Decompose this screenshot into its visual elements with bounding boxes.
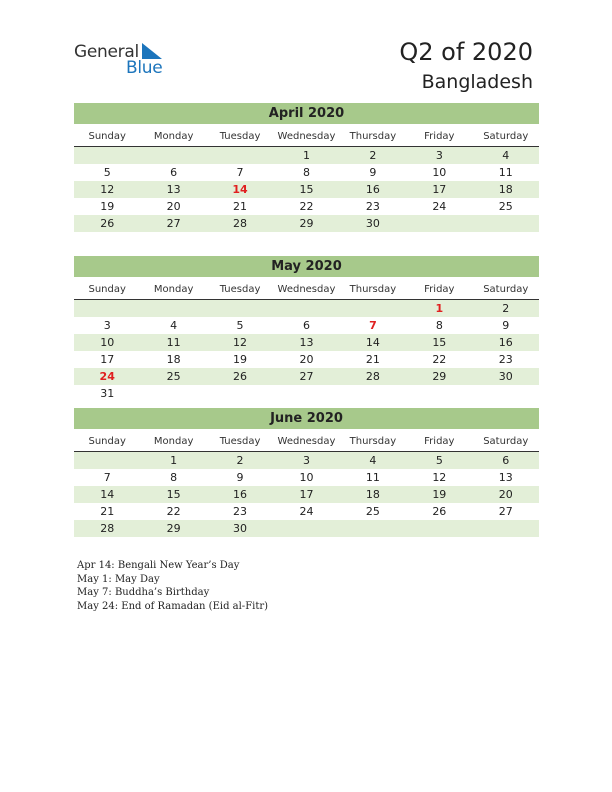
- day-cell: 23: [365, 200, 380, 213]
- week-row: [74, 503, 539, 520]
- day-cell: 29: [166, 522, 181, 535]
- week-row: [74, 469, 539, 486]
- day-cell: 24: [432, 200, 447, 213]
- day-cell: 28: [100, 522, 115, 535]
- day-cell: 3: [103, 319, 111, 332]
- day-cell: [340, 385, 406, 402]
- week-row: [74, 198, 539, 215]
- day-cell: 1: [435, 302, 444, 315]
- day-cell: 29: [432, 370, 447, 383]
- weekday-label: Saturday: [483, 284, 529, 295]
- day-cell: 12: [233, 336, 248, 349]
- day-cell: 4: [502, 149, 510, 162]
- weekday-label: Thursday: [349, 284, 397, 295]
- weekday-label: Saturday: [483, 436, 529, 447]
- month-april: [74, 103, 539, 232]
- weekday-label: Friday: [424, 284, 455, 295]
- day-cell: 27: [299, 370, 314, 383]
- holiday-note: May 24: End of Ramadan (Eid al-Fitr): [77, 600, 269, 612]
- day-cell: 9: [236, 471, 244, 484]
- weekday-label: Sunday: [88, 436, 126, 447]
- day-cell: [406, 520, 472, 537]
- day-cell: 26: [100, 217, 115, 230]
- logo-word-general: General: [74, 42, 139, 62]
- holiday-note: May 7: Buddha’s Birthday: [77, 587, 210, 598]
- day-cell: 19: [432, 488, 447, 501]
- day-cell: 7: [369, 319, 377, 332]
- weekday-header-row: [74, 127, 539, 147]
- day-cell: 2: [502, 302, 510, 315]
- month-title: May 2020: [74, 256, 539, 277]
- day-cell: 9: [369, 166, 377, 179]
- page-title: Q2 of 2020: [399, 38, 533, 66]
- day-cell: 18: [365, 488, 380, 501]
- day-cell: 28: [233, 217, 248, 230]
- day-cell: 12: [100, 183, 115, 196]
- weekday-label: Sunday: [88, 284, 126, 295]
- weekday-label: Monday: [153, 284, 194, 295]
- day-cell: 11: [166, 336, 181, 349]
- weekday-label: Sunday: [88, 131, 126, 142]
- day-cell: 1: [170, 454, 178, 467]
- day-cell: [473, 215, 539, 232]
- holiday-notes: [77, 559, 268, 613]
- day-cell: 10: [432, 166, 447, 179]
- day-cell: 19: [233, 353, 248, 366]
- day-cell: 13: [299, 336, 314, 349]
- day-cell: 12: [432, 471, 447, 484]
- day-cell: [273, 385, 339, 402]
- day-cell: 7: [103, 471, 111, 484]
- week-row: [74, 164, 539, 181]
- day-cell: 2: [369, 149, 377, 162]
- day-cell: 24: [99, 370, 115, 383]
- day-cell: [406, 385, 472, 402]
- day-cell: 20: [166, 200, 181, 213]
- day-cell: [340, 520, 406, 537]
- day-cell: 9: [502, 319, 510, 332]
- day-cell: [207, 147, 273, 164]
- day-cell: 11: [498, 166, 513, 179]
- week-row: [74, 368, 539, 385]
- day-cell: [340, 300, 406, 317]
- day-cell: 10: [100, 336, 115, 349]
- day-cell: 3: [302, 454, 310, 467]
- weekday-label: Monday: [153, 131, 194, 142]
- day-cell: 22: [166, 505, 181, 518]
- month-title: June 2020: [74, 408, 539, 429]
- day-cell: 26: [233, 370, 248, 383]
- day-cell: 28: [365, 370, 380, 383]
- week-row: [74, 215, 539, 232]
- holiday-note: May 1: May Day: [77, 573, 160, 585]
- day-cell: 21: [365, 353, 380, 366]
- month-may: [74, 256, 539, 402]
- generalblue-logo: [74, 42, 184, 82]
- day-cell: 20: [299, 353, 314, 366]
- day-cell: 18: [498, 183, 513, 196]
- day-cell: 5: [435, 454, 443, 467]
- week-row: [74, 452, 539, 469]
- day-cell: 22: [299, 200, 314, 213]
- day-cell: 13: [166, 183, 181, 196]
- day-cell: 7: [236, 166, 244, 179]
- logo-word-blue: Blue: [126, 58, 163, 78]
- day-cell: [207, 385, 273, 402]
- logo-triangle-icon: [142, 43, 162, 59]
- day-cell: 5: [103, 166, 111, 179]
- day-cell: 25: [498, 200, 513, 213]
- week-row: [74, 334, 539, 351]
- weekday-label: Monday: [153, 436, 194, 447]
- day-cell: 6: [170, 166, 178, 179]
- day-cell: 5: [236, 319, 244, 332]
- day-cell: [140, 300, 206, 317]
- country-name: Bangladesh: [421, 71, 533, 93]
- day-cell: 13: [498, 471, 513, 484]
- weekday-label: Thursday: [349, 436, 397, 447]
- week-row: [74, 351, 539, 368]
- day-cell: 14: [100, 488, 115, 501]
- day-cell: 29: [299, 217, 314, 230]
- day-cell: 21: [233, 200, 248, 213]
- weekday-label: Friday: [424, 436, 455, 447]
- day-cell: 30: [233, 522, 248, 535]
- day-cell: 6: [302, 319, 310, 332]
- day-cell: [273, 520, 339, 537]
- day-cell: 6: [502, 454, 510, 467]
- day-cell: 8: [302, 166, 310, 179]
- day-cell: [74, 452, 140, 469]
- day-cell: 22: [432, 353, 447, 366]
- day-cell: 20: [498, 488, 513, 501]
- day-cell: [473, 385, 539, 402]
- day-cell: 14: [232, 183, 248, 196]
- day-cell: 26: [432, 505, 447, 518]
- day-cell: 16: [233, 488, 248, 501]
- day-cell: 10: [299, 471, 314, 484]
- weekday-label: Saturday: [483, 131, 529, 142]
- weekday-label: Thursday: [349, 131, 397, 142]
- day-cell: [140, 385, 206, 402]
- day-cell: 23: [498, 353, 513, 366]
- day-cell: 17: [432, 183, 447, 196]
- weekday-label: Tuesday: [219, 131, 261, 142]
- day-cell: 16: [365, 183, 380, 196]
- day-cell: 8: [435, 319, 443, 332]
- day-cell: [473, 520, 539, 537]
- day-cell: 11: [365, 471, 380, 484]
- day-cell: 1: [302, 149, 310, 162]
- holiday-note: Apr 14: Bengali New Year’s Day: [77, 560, 240, 571]
- week-row: [74, 300, 539, 317]
- week-row: [74, 486, 539, 503]
- day-cell: 19: [100, 200, 115, 213]
- weekday-label: Wednesday: [277, 436, 336, 447]
- day-cell: 15: [166, 488, 181, 501]
- week-row: [74, 147, 539, 164]
- weekday-label: Tuesday: [219, 284, 261, 295]
- week-row: [74, 317, 539, 334]
- month-title: April 2020: [74, 103, 539, 124]
- day-cell: [273, 300, 339, 317]
- weekday-label: Tuesday: [219, 436, 261, 447]
- day-cell: 30: [365, 217, 380, 230]
- day-cell: 14: [365, 336, 380, 349]
- week-row: [74, 520, 539, 537]
- day-cell: 21: [100, 505, 115, 518]
- week-row: [74, 385, 539, 402]
- day-cell: [406, 215, 472, 232]
- day-cell: [74, 300, 140, 317]
- day-cell: 25: [365, 505, 380, 518]
- day-cell: 15: [299, 183, 314, 196]
- day-cell: 4: [369, 454, 377, 467]
- month-june: [74, 408, 539, 537]
- weekday-header-row: [74, 280, 539, 300]
- day-cell: 4: [170, 319, 178, 332]
- day-cell: 17: [100, 353, 115, 366]
- day-cell: 25: [166, 370, 181, 383]
- day-cell: [140, 147, 206, 164]
- day-cell: 17: [299, 488, 314, 501]
- day-cell: 8: [170, 471, 178, 484]
- day-cell: [207, 300, 273, 317]
- day-cell: 27: [498, 505, 513, 518]
- day-cell: 27: [166, 217, 181, 230]
- week-row: [74, 181, 539, 198]
- day-cell: [74, 147, 140, 164]
- weekday-label: Wednesday: [277, 284, 336, 295]
- day-cell: 2: [236, 454, 244, 467]
- weekday-label: Friday: [424, 131, 455, 142]
- day-cell: 24: [299, 505, 314, 518]
- day-cell: 3: [435, 149, 443, 162]
- weekday-header-row: [74, 432, 539, 452]
- day-cell: 16: [498, 336, 513, 349]
- day-cell: 31: [100, 387, 115, 400]
- day-cell: 18: [166, 353, 181, 366]
- weekday-label: Wednesday: [277, 131, 336, 142]
- day-cell: 23: [233, 505, 248, 518]
- day-cell: 15: [432, 336, 447, 349]
- day-cell: 30: [498, 370, 513, 383]
